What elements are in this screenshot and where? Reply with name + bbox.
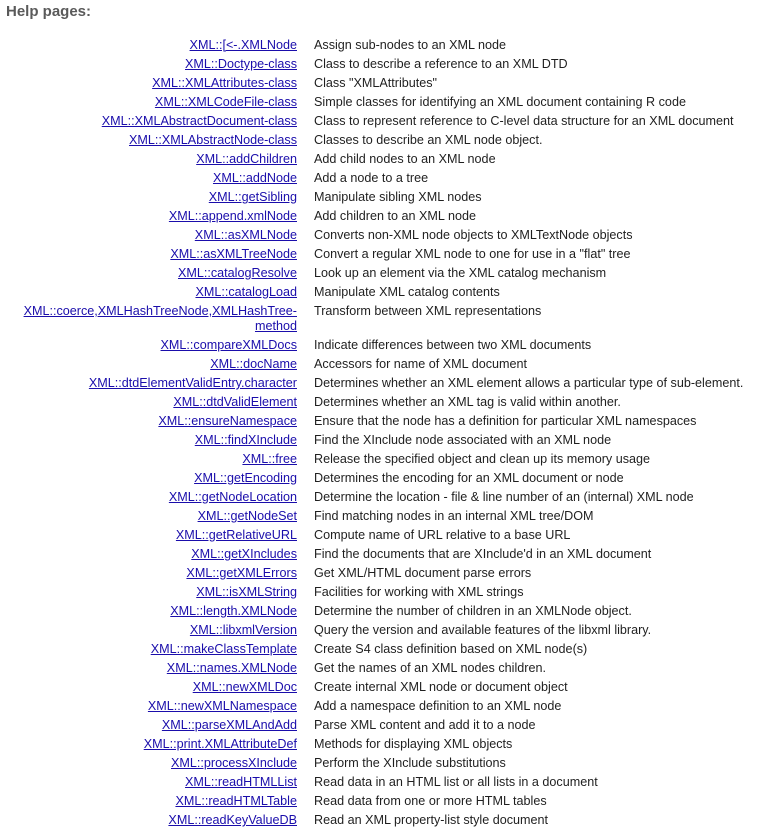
- help-topic-description: Create S4 class definition based on XML node(s): [314, 642, 588, 656]
- help-topic-description: Transform between XML representations: [314, 304, 542, 318]
- table-row: [2, 93, 743, 112]
- help-topic-link[interactable]: XML::XMLAbstractDocument-class: [101, 114, 297, 128]
- help-topic-link[interactable]: XML::getXIncludes: [191, 547, 297, 561]
- help-topic-link[interactable]: XML::Doctype-class: [185, 57, 297, 71]
- help-topic-link[interactable]: XML::getNodeSet: [197, 509, 297, 523]
- help-topic-cell: [2, 393, 314, 412]
- help-topic-cell: [2, 792, 314, 811]
- table-row: [2, 754, 743, 773]
- help-topic-description: Manipulate sibling XML nodes: [314, 190, 482, 204]
- table-row: [2, 583, 743, 602]
- help-topic-cell: [2, 640, 314, 659]
- help-topic-cell: [2, 507, 314, 526]
- help-topic-link[interactable]: XML::catalogResolve: [177, 266, 297, 280]
- help-topic-description: Create internal XML node or document object: [314, 680, 568, 694]
- help-topic-description: Read an XML property-list style document: [314, 813, 549, 827]
- table-row: [2, 488, 743, 507]
- help-topic-cell: [2, 245, 314, 264]
- help-topic-description: Class to represent reference to C-level data structure for an XML document: [314, 114, 734, 128]
- table-row: [2, 36, 743, 55]
- help-topic-link[interactable]: XML::makeClassTemplate: [150, 642, 297, 656]
- table-row: [2, 659, 743, 678]
- help-topic-cell: [2, 488, 314, 507]
- help-topic-link[interactable]: XML::parseXMLAndAdd: [161, 718, 297, 732]
- help-topic-cell: [2, 55, 314, 74]
- help-topic-description: Class "XMLAttributes": [314, 76, 438, 90]
- help-topic-cell: [2, 207, 314, 226]
- table-row: [2, 564, 743, 583]
- table-row: [2, 245, 743, 264]
- help-topic-cell: [2, 716, 314, 735]
- help-topic-cell: [2, 602, 314, 621]
- help-topic-cell: [2, 526, 314, 545]
- table-row: [2, 207, 743, 226]
- table-row: [2, 112, 743, 131]
- help-topic-link[interactable]: XML::isXMLString: [196, 585, 297, 599]
- help-topic-description: Facilities for working with XML strings: [314, 585, 524, 599]
- help-topic-link[interactable]: XML::coerce,XMLHashTreeNode,XMLHashTree-method: [23, 304, 297, 333]
- table-row: [2, 150, 743, 169]
- table-row: [2, 697, 743, 716]
- help-topic-link[interactable]: XML::XMLCodeFile-class: [154, 95, 297, 109]
- table-row: [2, 773, 743, 792]
- help-topic-description: Compute name of URL relative to a base URL: [314, 528, 571, 542]
- help-topic-link[interactable]: XML::XMLAbstractNode-class: [129, 133, 297, 147]
- help-pages-table: [2, 36, 743, 830]
- table-row: [2, 621, 743, 640]
- help-topic-link[interactable]: XML::free: [242, 452, 297, 466]
- table-row: [2, 355, 743, 374]
- help-topic-cell: [2, 131, 314, 150]
- help-topic-link[interactable]: XML::catalogLoad: [195, 285, 297, 299]
- table-row: [2, 302, 743, 336]
- help-topic-cell: [2, 302, 314, 336]
- help-topic-cell: [2, 412, 314, 431]
- help-topic-description: Determines whether an XML tag is valid within another.: [314, 395, 621, 409]
- help-topic-link[interactable]: XML::XMLAttributes-class: [152, 76, 297, 90]
- help-topic-cell: [2, 621, 314, 640]
- help-topic-cell: [2, 564, 314, 583]
- help-topic-description: Converts non-XML node objects to XMLTextNode objects: [314, 228, 633, 242]
- table-row: [2, 469, 743, 488]
- help-topic-description: Determines whether an XML element allows a particular type of sub-element.: [314, 376, 744, 390]
- help-topic-cell: [2, 754, 314, 773]
- help-topic-description: Ensure that the node has a definition for particular XML namespaces: [314, 414, 697, 428]
- table-row: [2, 602, 743, 621]
- help-topic-description: Add children to an XML node: [314, 209, 476, 223]
- table-row: [2, 131, 743, 150]
- table-row: [2, 283, 743, 302]
- help-topic-description: Methods for displaying XML objects: [314, 737, 513, 751]
- help-topic-cell: [2, 374, 314, 393]
- help-topic-description: Release the specified object and clean up its memory usage: [314, 452, 651, 466]
- help-topic-description: Find matching nodes in an internal XML tree/DOM: [314, 509, 594, 523]
- help-topic-link[interactable]: XML::compareXMLDocs: [160, 338, 297, 352]
- help-topic-cell: [2, 431, 314, 450]
- help-topic-cell: [2, 93, 314, 112]
- help-topic-link[interactable]: XML::readHTMLTable: [175, 794, 297, 808]
- help-topic-cell: [2, 188, 314, 207]
- help-topic-link[interactable]: XML::asXMLTreeNode: [170, 247, 297, 261]
- help-topic-cell: [2, 697, 314, 716]
- help-topic-description: Find the XInclude node associated with an XML node: [314, 433, 612, 447]
- help-topic-description: Get XML/HTML document parse errors: [314, 566, 532, 580]
- help-topic-link[interactable]: XML::print.XMLAttributeDef: [143, 737, 297, 751]
- table-row: [2, 526, 743, 545]
- help-topic-description: Add child nodes to an XML node: [314, 152, 496, 166]
- help-topic-link[interactable]: XML::getRelativeURL: [175, 528, 297, 542]
- help-topic-description: Convert a regular XML node to one for use in a "flat" tree: [314, 247, 631, 261]
- help-topic-description: Read data from one or more HTML tables: [314, 794, 547, 808]
- help-topic-link[interactable]: XML::docName: [210, 357, 297, 371]
- help-topic-link[interactable]: XML::append.xmlNode: [168, 209, 297, 223]
- table-row: [2, 431, 743, 450]
- table-row: [2, 450, 743, 469]
- help-topic-description: Get the names of an XML nodes children.: [314, 661, 546, 675]
- help-topic-description: Parse XML content and add it to a node: [314, 718, 536, 732]
- help-topic-link[interactable]: XML::[<-.XMLNode: [189, 38, 297, 52]
- help-topic-description: Indicate differences between two XML documents: [314, 338, 592, 352]
- table-row: [2, 264, 743, 283]
- help-topic-link[interactable]: XML::getEncoding: [194, 471, 297, 485]
- help-topic-cell: [2, 36, 314, 55]
- help-topic-link[interactable]: XML::ensureNamespace: [158, 414, 297, 428]
- help-topic-cell: [2, 336, 314, 355]
- help-topic-link[interactable]: XML::findXInclude: [194, 433, 297, 447]
- help-topic-link[interactable]: XML::addChildren: [196, 152, 297, 166]
- table-row: [2, 678, 743, 697]
- help-topic-cell: [2, 264, 314, 283]
- help-topic-description: Query the version and available features of the libxml library.: [314, 623, 652, 637]
- table-row: [2, 55, 743, 74]
- help-topic-cell: [2, 226, 314, 245]
- help-topic-description: Determines the encoding for an XML document or node: [314, 471, 624, 485]
- help-topic-cell: [2, 811, 314, 830]
- help-topic-cell: [2, 283, 314, 302]
- table-row: [2, 393, 743, 412]
- help-topic-link[interactable]: XML::getXMLErrors: [186, 566, 297, 580]
- help-topic-cell: [2, 469, 314, 488]
- help-topic-cell: [2, 74, 314, 93]
- help-topic-link[interactable]: XML::names.XMLNode: [166, 661, 297, 675]
- help-topic-description: Class to describe a reference to an XML DTD: [314, 57, 568, 71]
- help-pages-rows: [2, 36, 743, 830]
- help-topic-description: Determine the number of children in an XMLNode object.: [314, 604, 632, 618]
- table-row: [2, 226, 743, 245]
- help-topic-link[interactable]: XML::dtdElementValidEntry.character: [88, 376, 297, 390]
- help-pages-heading: Help pages:: [6, 3, 92, 20]
- table-row: [2, 169, 743, 188]
- help-topic-description: Read data in an HTML list or all lists in a document: [314, 775, 598, 789]
- help-topic-link[interactable]: XML::getSibling: [208, 190, 297, 204]
- table-row: [2, 735, 743, 754]
- help-topic-cell: [2, 355, 314, 374]
- help-topic-cell: [2, 545, 314, 564]
- table-row: [2, 640, 743, 659]
- help-topic-description: Find the documents that are XInclude'd in an XML document: [314, 547, 652, 561]
- help-topic-description: Manipulate XML catalog contents: [314, 285, 500, 299]
- table-row: [2, 412, 743, 431]
- help-topic-link[interactable]: XML::length.XMLNode: [170, 604, 297, 618]
- table-row: [2, 545, 743, 564]
- help-topic-description: Add a namespace definition to an XML node: [314, 699, 562, 713]
- help-topic-cell: [2, 735, 314, 754]
- help-topic-description: Determine the location - file & line number of an (internal) XML node: [314, 490, 694, 504]
- help-topic-cell: [2, 659, 314, 678]
- help-topic-description: Add a node to a tree: [314, 171, 429, 185]
- help-topic-cell: [2, 450, 314, 469]
- help-topic-cell: [2, 169, 314, 188]
- table-row: [2, 716, 743, 735]
- help-topic-cell: [2, 773, 314, 792]
- table-row: [2, 74, 743, 93]
- table-row: [2, 811, 743, 830]
- help-topic-description: Look up an element via the XML catalog mechanism: [314, 266, 607, 280]
- help-topic-link[interactable]: XML::dtdValidElement: [173, 395, 297, 409]
- help-topic-link[interactable]: XML::asXMLNode: [194, 228, 297, 242]
- help-topic-link[interactable]: XML::libxmlVersion: [189, 623, 297, 637]
- table-row: [2, 374, 743, 393]
- help-topic-link[interactable]: XML::newXMLNamespace: [147, 699, 297, 713]
- help-topic-description: Accessors for name of XML document: [314, 357, 528, 371]
- table-row: [2, 507, 743, 526]
- help-topic-link[interactable]: XML::addNode: [212, 171, 297, 185]
- table-row: [2, 792, 743, 811]
- help-topic-link[interactable]: XML::getNodeLocation: [168, 490, 297, 504]
- help-topic-description: Classes to describe an XML node object.: [314, 133, 543, 147]
- help-topic-link[interactable]: XML::readHTMLList: [185, 775, 297, 789]
- help-topic-cell: [2, 150, 314, 169]
- help-topic-cell: [2, 112, 314, 131]
- table-row: [2, 336, 743, 355]
- table-row: [2, 188, 743, 207]
- help-topic-description: Simple classes for identifying an XML document containing R code: [314, 95, 686, 109]
- help-topic-link[interactable]: XML::newXMLDoc: [192, 680, 297, 694]
- help-topic-description: Perform the XInclude substitutions: [314, 756, 506, 770]
- help-topic-link[interactable]: XML::processXInclude: [171, 756, 297, 770]
- help-topic-cell: [2, 583, 314, 602]
- help-topic-description: Assign sub-nodes to an XML node: [314, 38, 507, 52]
- help-topic-cell: [2, 678, 314, 697]
- help-topic-link[interactable]: XML::readKeyValueDB: [168, 813, 297, 827]
